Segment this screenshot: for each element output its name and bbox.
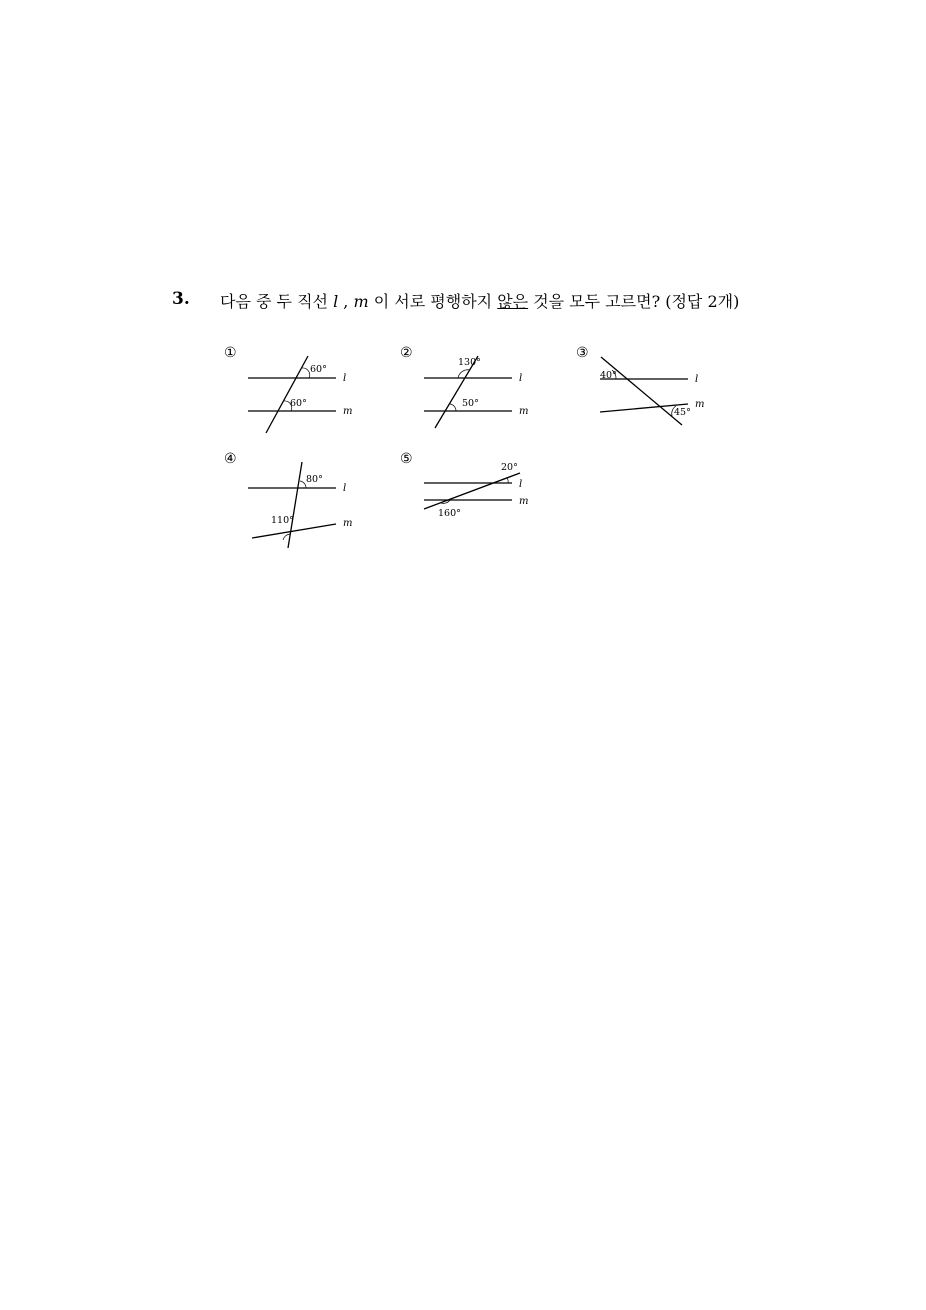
line-l-symbol: l [333,292,339,311]
line-l-label: l [519,373,523,384]
transversal [601,357,682,425]
line-m-label: m [695,399,705,410]
choice-number: ② [400,345,413,361]
question-text-part: 다음 중 두 직선 [220,292,334,311]
question-text-part: 것을 모두 고르면? (정답 2개) [528,292,740,311]
choice-number: ① [224,345,237,361]
angle-arc [302,368,310,378]
line-m-label: m [519,496,529,507]
line-m-label: m [519,406,529,417]
figure-4-diagram [220,446,370,556]
line-l-label: l [695,374,699,385]
figure-2-diagram [396,340,546,440]
angle-arc [507,478,508,483]
figure-5-diagram [396,446,546,536]
line-l-label: l [343,483,347,494]
choice-number: ⑤ [400,451,413,467]
figure-5 [396,446,546,536]
line-l-label: l [519,479,523,490]
question-text [220,289,739,312]
question-text-part: , [338,292,354,311]
transversal [424,473,523,509]
transversal [288,462,302,548]
choice-number: ④ [224,451,237,467]
angle-label: 45° [674,407,691,418]
line-l-label: l [343,373,347,384]
line-m [252,524,336,538]
question-number: 3. [172,289,190,309]
line-m-label: m [343,406,353,417]
figure-1 [220,340,370,440]
angle-label: 40° [600,370,617,381]
line-m-label: m [343,518,353,529]
angle-label: 60° [310,364,327,375]
figure-1-diagram [220,340,370,440]
underlined-word: 않은 [497,292,529,311]
figure-2 [396,340,546,440]
line-m-symbol: m [353,292,369,311]
question-text-part: 이 서로 평행하지 [368,292,498,311]
figure-4 [220,446,370,556]
angle-label: 110° [271,515,294,526]
angle-label: 130° [458,357,481,368]
figure-3 [572,340,722,440]
angle-label: 160° [438,508,461,519]
transversal [266,356,308,433]
choice-number: ③ [576,345,589,361]
angle-label: 60° [290,398,307,409]
figure-3-diagram [572,340,722,440]
angle-arc [450,404,456,411]
angle-label: 20° [501,462,518,473]
angle-label: 80° [306,474,323,485]
angle-arc [458,370,470,378]
angle-label: 50° [462,398,479,409]
